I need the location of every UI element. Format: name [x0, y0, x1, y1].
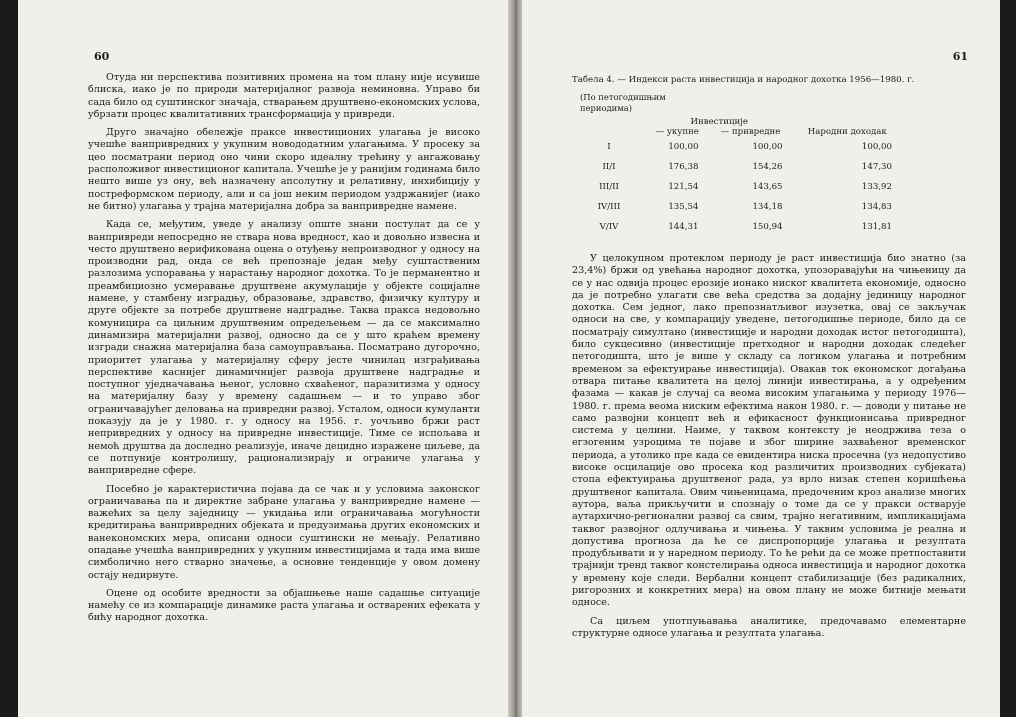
- table-caption: Табела 4. — Индекси раста инвестиција и народног дохотка 1956—1980. г.: [572, 75, 915, 85]
- page-number: 60: [94, 50, 110, 63]
- paragraph: Друго значајно обележје праксе инвестиционих улагања је високо учешће ванпривредних у укупним новододатним улагањима. У просеку за цео посматрани период оно чини скоро идеалну трећину у ангажовању расположивог инвестиционог капитала. Учешће је у ранијим годинама било нешто више уз ону, већ назначену апсолутну и релативну, инхибицију у постреформском периоду, али и са још неким периодом уздржанијег (иако не битно) улагања у трајна материјална добра за ванпривредне намене.: [88, 127, 480, 212]
- income-cell: 100,00: [861, 142, 892, 152]
- paragraph: Отуда ни перспектива позитивних промена на том плану није исувише блиска, иако је по природи материјалног развоја неминовна. Управо би сада било од суштинског значаја, стварањем друштвено-економских услова, убрзати процес квалитативних трансформација у привреди.: [88, 72, 480, 120]
- table-row: [572, 197, 902, 217]
- income-cell: 147,30: [861, 162, 892, 172]
- paragraph: Када се, међутим, уведе у анализу опште знани постулат да се у ванпривреди непосредно не ствара нова вредност, као и довољно извесна и често друштвено верификована оцена о отуђењу непроизводног у односу на производни рад, онда се већ препознаје један међу суштаственим разлозима успоравања у нарастању народног дохотка. То је перманентно и преамбициозно усмеравање друштвене акумулације у објекте социјалне намене, у стамбену изградњу, образовање, здравство, физичку културу и друге објекте за потребе друштвене надградње. Таква пракса недовољно комуницира са циљним друштвеним опредељењем — да се максимално динамизира материјални развој, односно да се у што краћем времену изгради снажна материјална база самоуправљања. Посматрано дугорочно, приоритет улагања у материјалну сферу јесте чинилац изграђивања перспективе каснијег динамичнијег развоја друштвене надградње и поступног уједначавања њеног, условно схваћеног, паразитизма у односу на материјалну базу у временy садашњем — и то управо због ограничавајућег деловања на привредни развој. Усталом, односи кумуланти показују да је у 1980. г. у односу на 1956. г. уочљиво бржи раст непривредних у односу на привредне инвестиције. Тиме се испољава и немоћ друштва да доследно реализује, иначе децидно изражене циљеве, да се потпуније контролишу, рационализирају и ограниче улагања у ванпривредне сфере.: [88, 219, 480, 477]
- paragraph: У целокупном протеклом периоду је раст инвестиција био знатно (за 23,4%) бржи од увећања народног дохотка, упозоравајући на чињеницу да се у нас одвија процес ерозије ионако ниског квалитета економије, односно да је потребно улагати све већа средства за додајну јединицу народног дохотка. Сем једног, лако препознатљивог изузетка, овај се закључак односи на све, у компарацију уведене, петогодишње периоде, било да се посматрају симултано (инвестиције и народни доходак истог петогодишта), било сукцесивно (инвестиције претходног и народни доходак следећег петогодишта, што је више у складу са логиком улагања и потребним временом за ефектуирање инвестиција). Овакав ток економског догађања отвара питање квалитета на целој линији инвестирања, а у одређеним фазама — какав је случај са веома високим улагањима у периоду 1976—1980. г. према веома ниским ефектима након 1980. г. — доводи у питање не само развојни концепт већ и ефикасност функционисања привредног система у целини. Наиме, у таквом контексту је неодржива теза о егзогеним узроцима те појаве и због ширине захваћеног временског периода, а утолико пре када се евидентира ниска просечна (уз недопустиво високе осцилације ово просека код различитих производних субјеката) стопа ефектуирања друштвеног рада, уз врло низак степен коришћења друштвеног капитала. Овим чињеницама, предоченим кроз анализе многих аутора, ваља прикључити и спознају о томе да се у пракси остварује аутархично-регионални развој са свим, трајно негативним, импликацијама таквог развојног одлучивања и чињења. У таквим условима је реална и допустива прогноза да ће се диспропорције улагања и резултата продубљивати и у наредном периоду. То ће рећи да се може претпоставити трајнији тренд таквог констелирања односа инвестиција и народног дохотка у времену које следи. Вербални концепт стабилизације (без радикалних, ригорозних и конкретних мера) на овом плану не може битније мењати односе.: [572, 253, 966, 609]
- right-body: [572, 253, 966, 640]
- economic-cell: 154,26: [752, 162, 783, 172]
- economic-cell: 100,00: [752, 142, 783, 152]
- right-page: [522, 0, 1000, 717]
- period-label: (По петогодишњим периодима): [580, 92, 666, 113]
- table-row: [572, 157, 902, 177]
- income-cell: 131,81: [861, 222, 892, 232]
- total-cell: 100,00: [668, 142, 699, 152]
- paragraph: Оцене од особите вредности за објашњење наше садашње ситуације намећу се из компарације динамике раста улагања и остварених ефеката у бићу народног дохотка.: [88, 587, 480, 624]
- left-page: [18, 0, 510, 717]
- total-cell: 135,54: [668, 202, 699, 212]
- investments-header: Инвестиције: [690, 117, 748, 127]
- table-row: [572, 217, 902, 237]
- income-cell: 133,92: [861, 182, 892, 192]
- index-table: [572, 117, 902, 237]
- total-cell: 144,31: [668, 222, 699, 232]
- table-row: [572, 137, 902, 157]
- period-cell: III/II: [599, 182, 619, 192]
- period-cell: IV/III: [597, 202, 621, 212]
- economic-cell: 134,18: [752, 202, 783, 212]
- economic-cell: 143,65: [752, 182, 783, 192]
- economic-header: — привредне: [720, 127, 781, 137]
- left-body: [88, 72, 480, 625]
- total-cell: 176,38: [668, 162, 699, 172]
- total-cell: 121,54: [668, 182, 699, 192]
- period-cell: I: [607, 142, 611, 152]
- total-header: — укупне: [655, 127, 699, 137]
- page-number: 61: [952, 50, 968, 63]
- income-header: Народни доходак: [807, 127, 887, 137]
- table-row: [572, 177, 902, 197]
- period-cell: II/I: [602, 162, 616, 172]
- paragraph: Са циљем употпуњавања аналитике, предочавамо елементарне структурне односе улагања и резултата улагања.: [572, 615, 966, 639]
- paragraph: Посебно је карактеристична појава да се чак и у условима законског ограничавања па и директне забране улагања у ванпривредне намене — важећих за целу заједницу — укидања или ограничавања могућности кредитирања ванпривредних објеката и предузимања других економских и ванекономских мера, описани односи суштински не мењају. Релативно опадање учешћа ванпривредних у укупним инвестицијама и тада има више симболично него стварно значење, а основне тенденције у овом домену остају недирнуте.: [88, 483, 480, 581]
- income-cell: 134,83: [861, 202, 892, 212]
- economic-cell: 150,94: [752, 222, 783, 232]
- period-cell: V/IV: [599, 222, 619, 232]
